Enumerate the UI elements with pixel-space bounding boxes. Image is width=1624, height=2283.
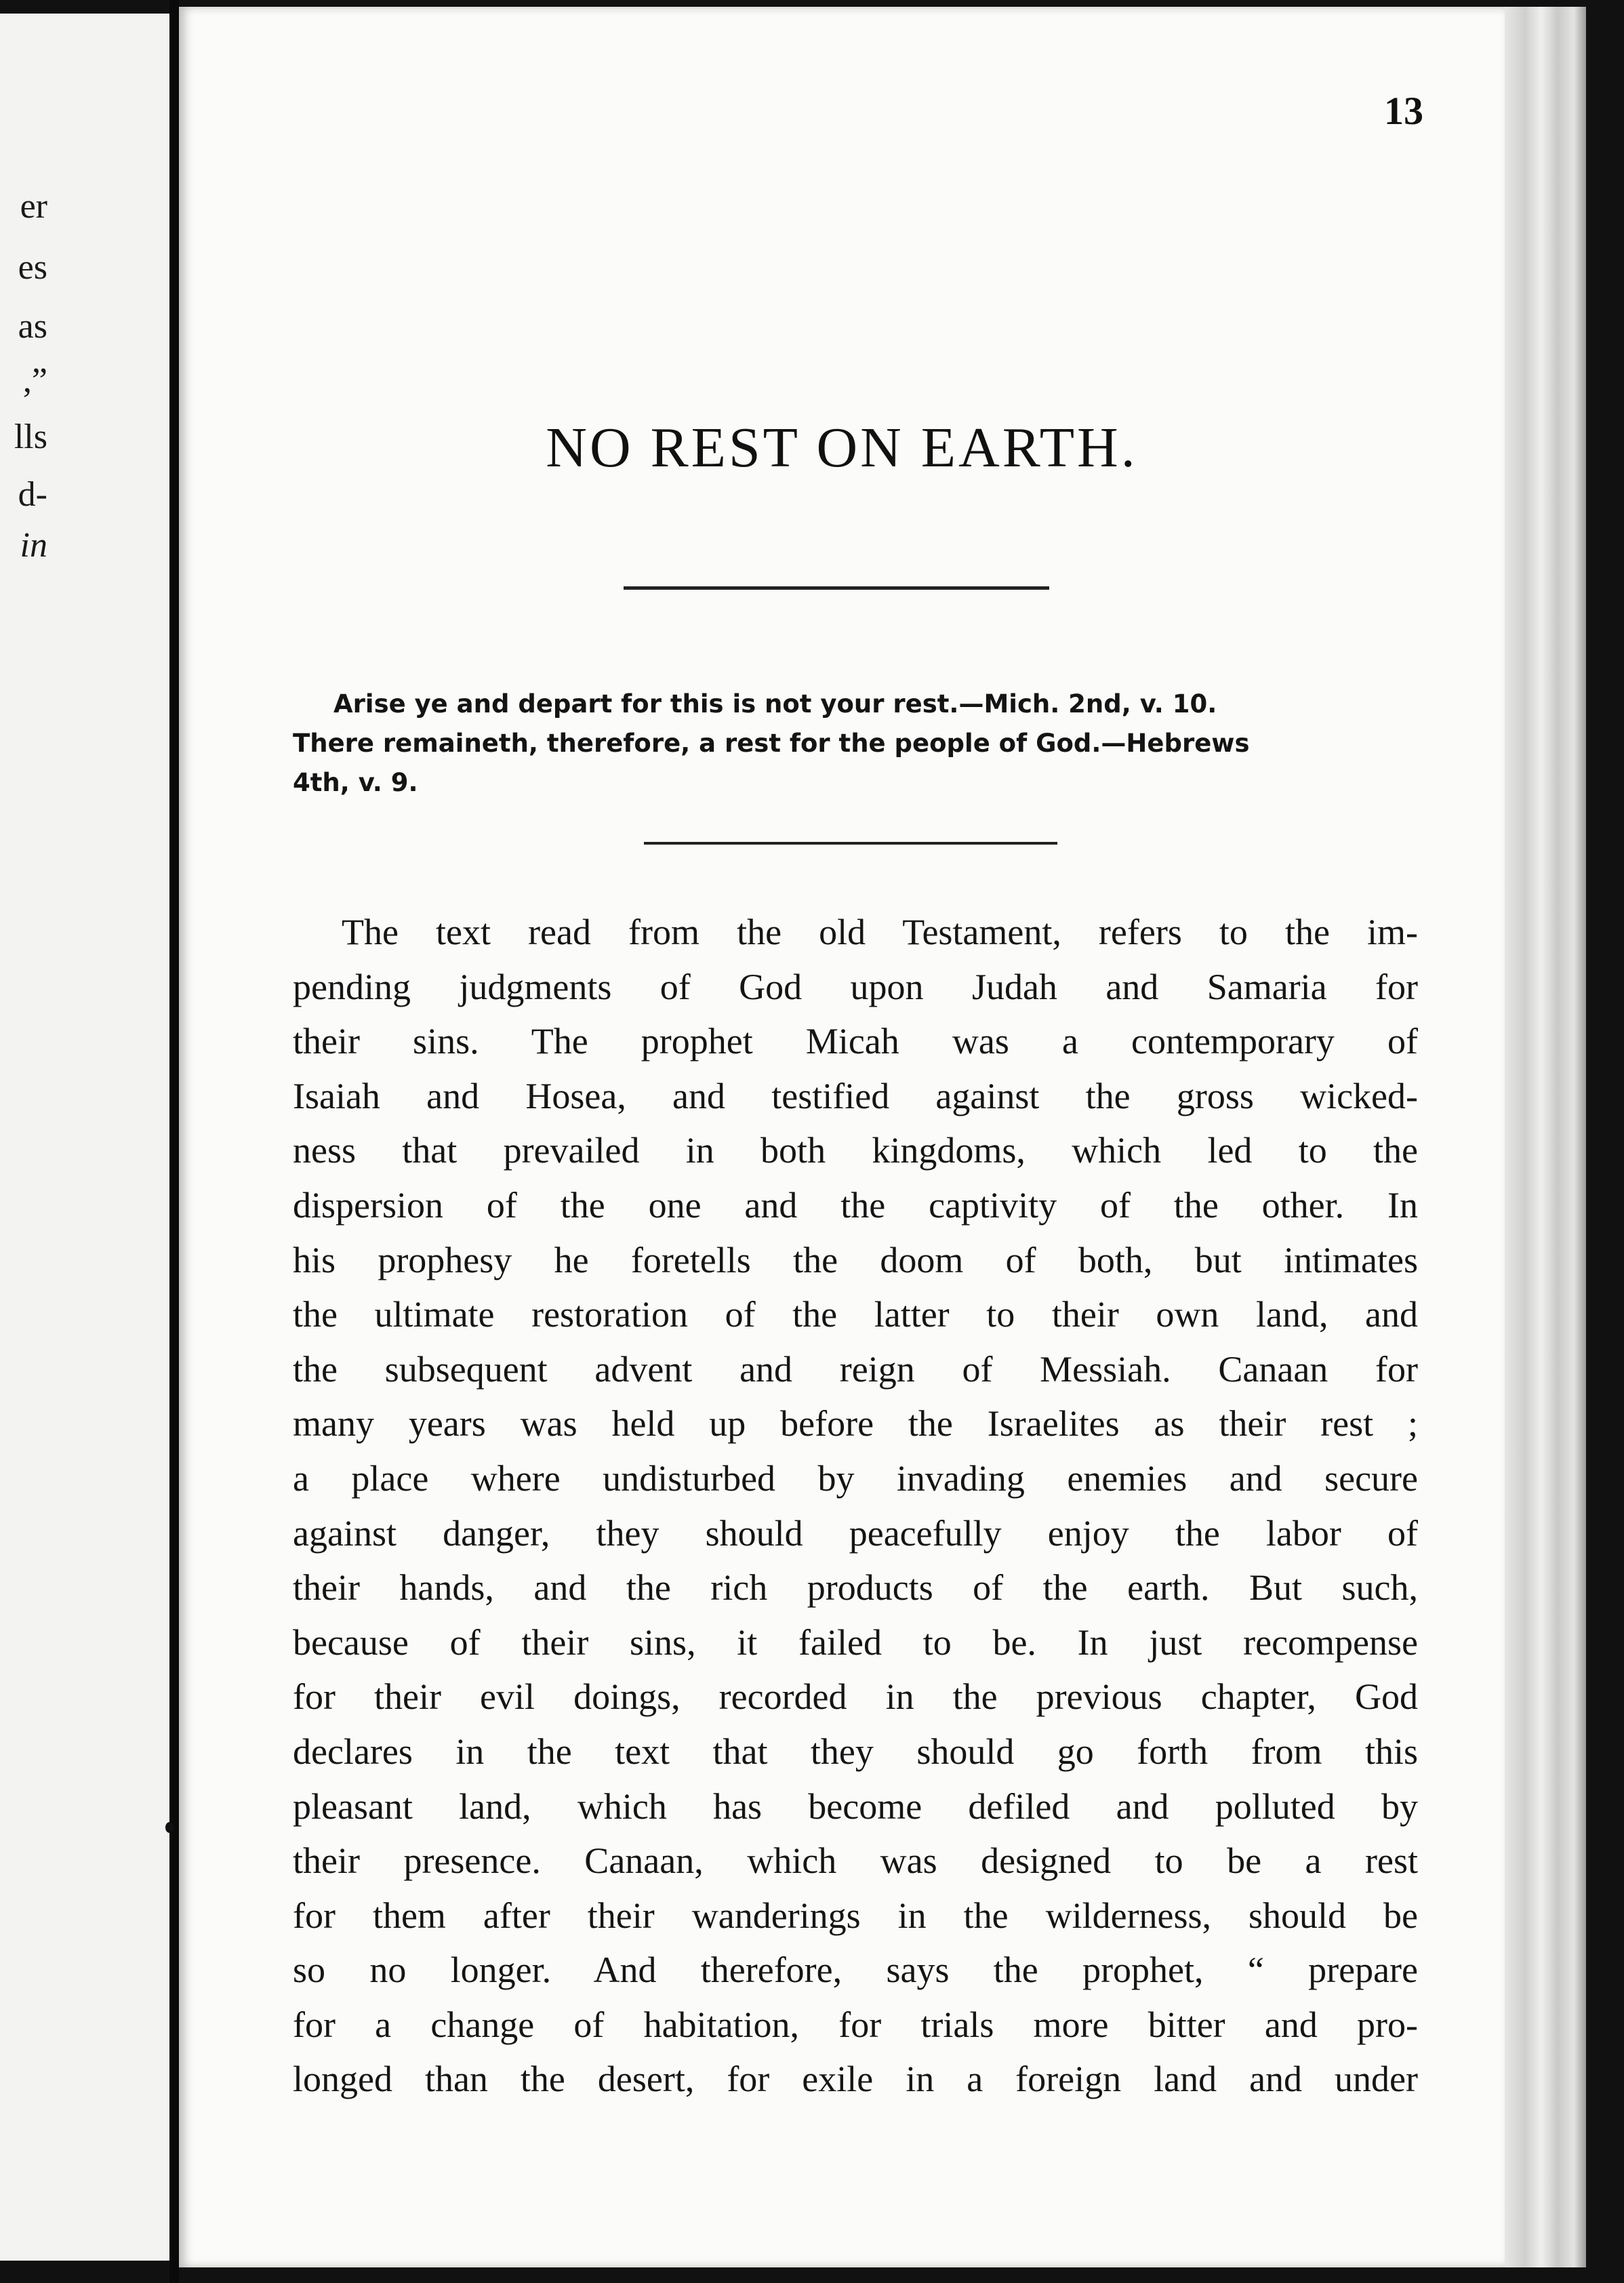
facing-page (0, 14, 174, 2261)
body-line: for their evil doings, recorded in the previous chapter, God (293, 1676, 1418, 1718)
body-line: against danger, they should peacefully enjoy the labor of (293, 1512, 1418, 1554)
body-line: ness that prevailed in both kingdoms, which led to the (293, 1130, 1418, 1171)
book-page (179, 7, 1505, 2267)
title-rule (624, 586, 1049, 590)
body-line: for them after their wanderings in the wilderness, should be (293, 1895, 1418, 1936)
chapter-title: NO REST ON EARTH. (546, 416, 1138, 479)
page-block-edge (1505, 7, 1586, 2267)
body-line: longed than the desert, for exile in a foreign land and under (293, 2059, 1418, 2100)
body-line: because of their sins, it failed to be. In just recompense (293, 1621, 1418, 1663)
facing-page-fragment: as (18, 307, 47, 346)
margin-dot (165, 1822, 174, 1833)
epigraph-line: There remaineth, therefore, a rest for the people of God.—Hebrews (293, 729, 1250, 758)
body-line: for a change of habitation, for trials more bitter and pro- (293, 2004, 1418, 2045)
body-line: dispersion of the one and the captivity of the other. In (293, 1184, 1418, 1226)
epigraph-line: 4th, v. 9. (293, 768, 418, 797)
body-line: their hands, and the rich products of the earth. But such, (293, 1567, 1418, 1609)
epigraph (293, 685, 1418, 803)
body-line: Isaiah and Hosea, and testified against the gross wicked- (293, 1075, 1418, 1116)
facing-page-fragment: es (18, 248, 47, 287)
facing-page-fragment: lls (14, 418, 47, 456)
book-gutter (169, 0, 179, 2283)
body-line: his prophesy he foretells the doom of both, but intimates (293, 1239, 1418, 1280)
epigraph-rule (644, 842, 1057, 845)
facing-page-fragment: d- (18, 475, 47, 514)
facing-page-fragment: in (20, 526, 47, 565)
body-line: declares in the text that they should go forth from this (293, 1731, 1418, 1772)
page-number: 13 (1384, 89, 1423, 133)
body-line: so no longer. And therefore, says the prophet, “ prepare (293, 1949, 1418, 1991)
body-line: The text read from the old Testament, refers to the im- (342, 912, 1418, 952)
body-line: their sins. The prophet Micah was a contemporary of (293, 1021, 1418, 1062)
facing-page-fragment: er (20, 187, 47, 226)
body-line: their presence. Canaan, which was designed to be a rest (293, 1840, 1418, 1882)
body-line: a place where undisturbed by invading enemies and secure (293, 1457, 1418, 1499)
body-line: many years was held up before the Israelites as their rest ; (293, 1403, 1418, 1444)
facing-page-fragment: ,” (22, 361, 47, 400)
body-line: the ultimate restoration of the latter to their own land, and (293, 1294, 1418, 1335)
body-text (293, 905, 1418, 2107)
body-line: pleasant land, which has become defiled and polluted by (293, 1785, 1418, 1827)
epigraph-line: Arise ye and depart for this is not your rest.—Mich. 2nd, v. 10. (333, 689, 1217, 719)
body-line: the subsequent advent and reign of Messiah. Canaan for (293, 1348, 1418, 1390)
body-line: pending judgments of God upon Judah and Samaria for (293, 966, 1418, 1007)
